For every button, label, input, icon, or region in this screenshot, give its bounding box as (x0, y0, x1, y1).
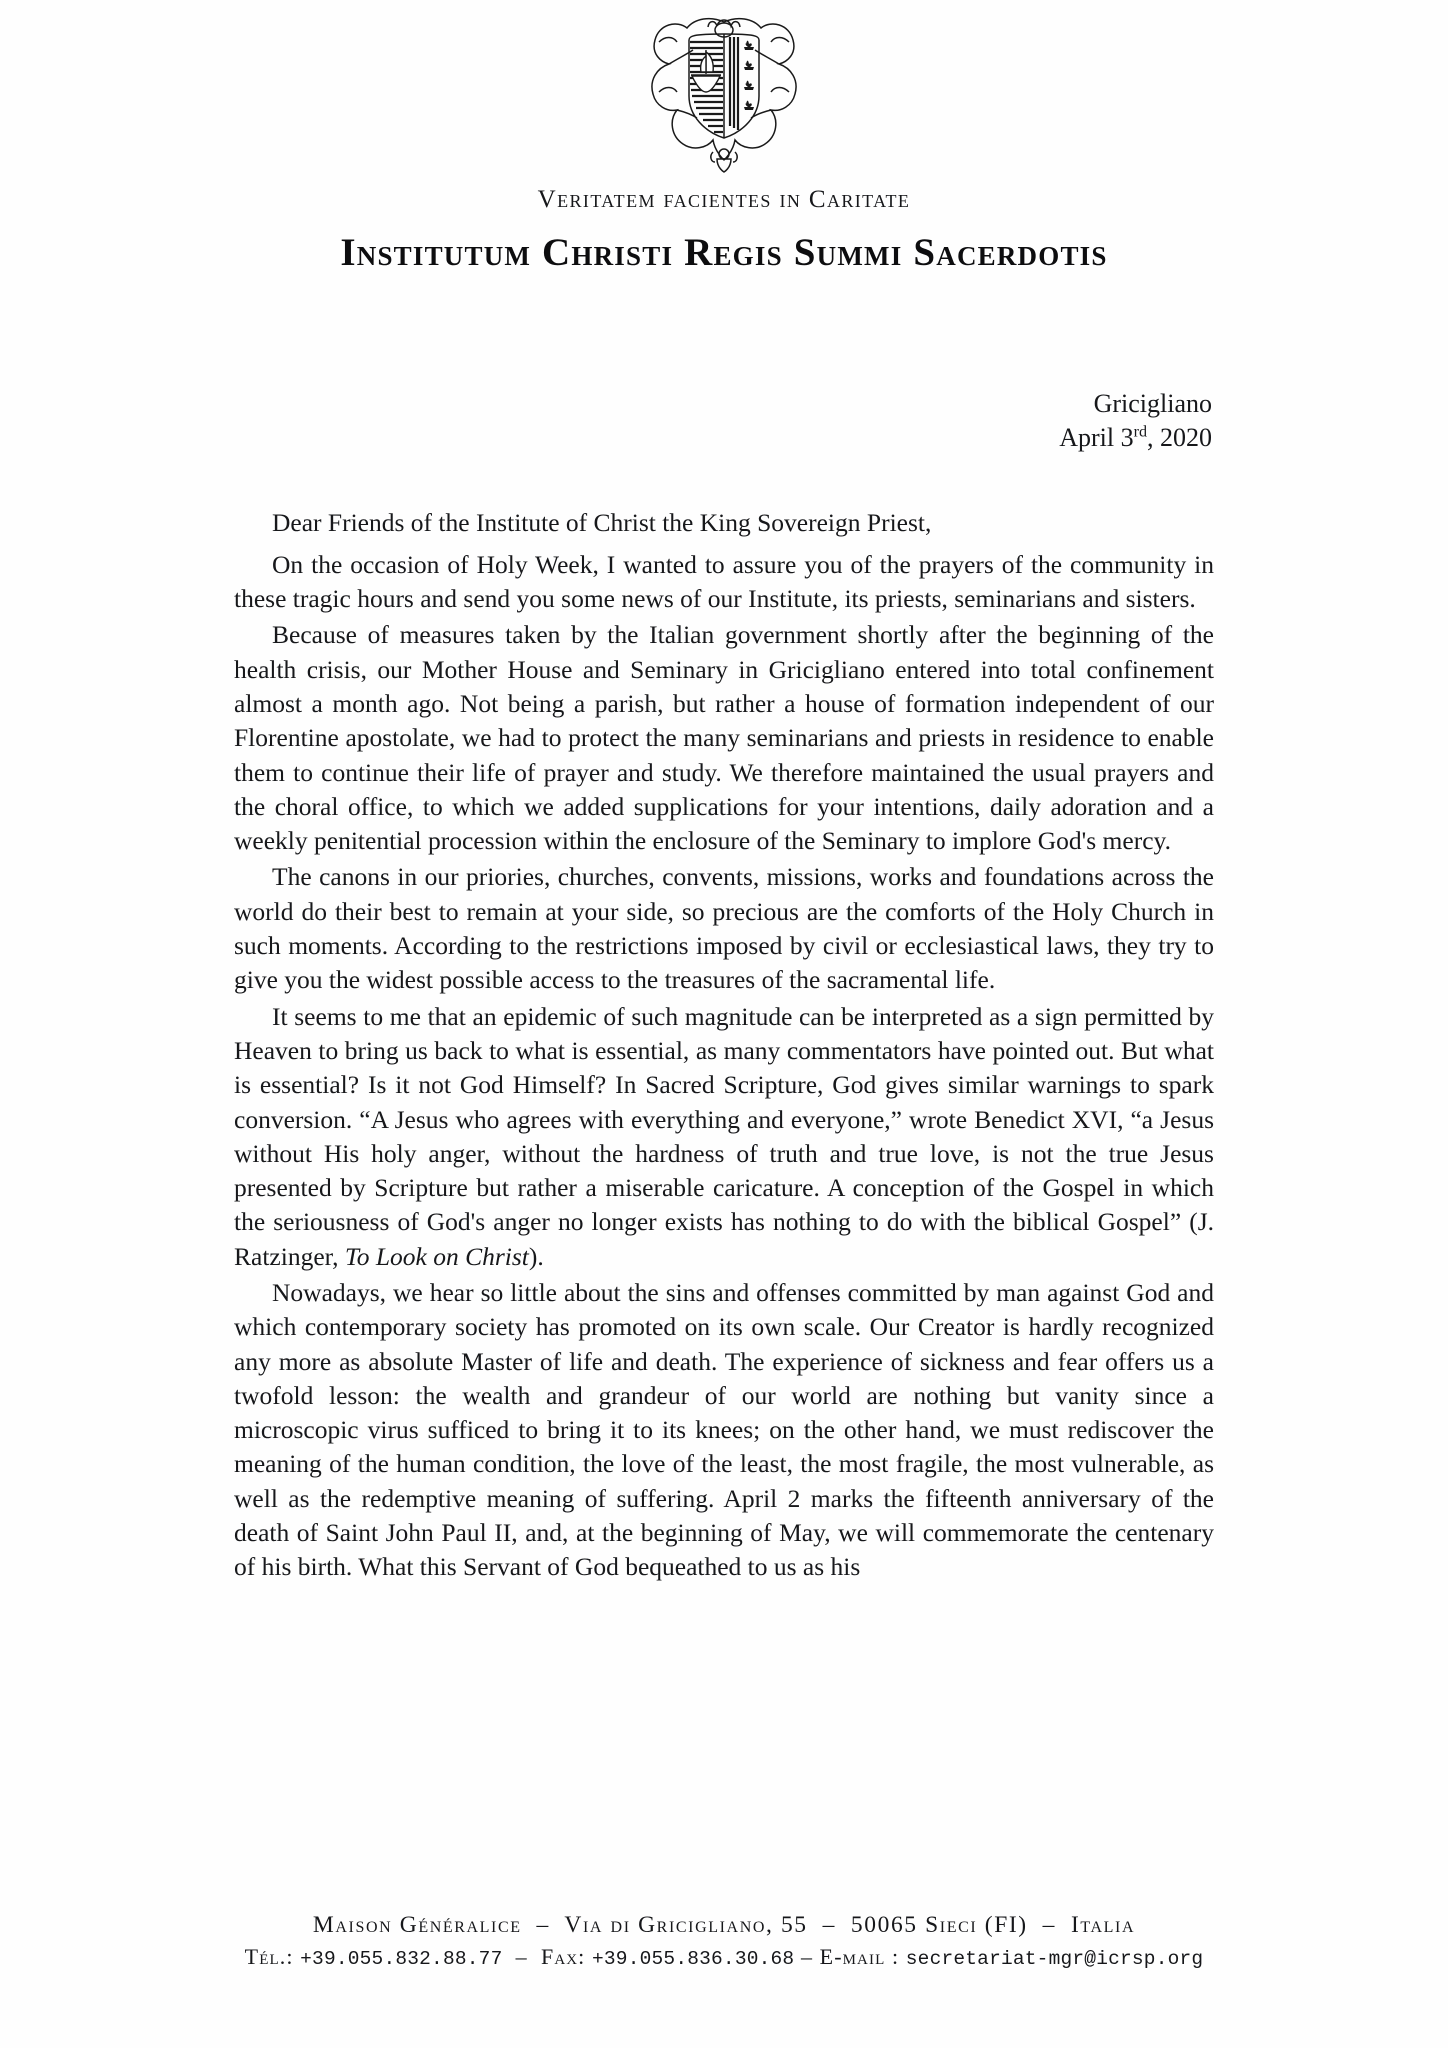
fax-label: Fax: (540, 1944, 592, 1969)
letter-body (234, 456, 1214, 1585)
tel-label: Tél.: (244, 1944, 301, 1969)
letterhead (0, 0, 1448, 275)
paragraph-canons: The canons in our priories, churches, convents, missions, works and foundations across the world do their best to remain at your side, so precious are the comforts of the Holy Church in such moments. According to the restrictions imposed by civil or ecclesiastical laws, they try to give you the widest possible access to the treasures of the sacramental life. (234, 862, 1214, 995)
place-and-date (0, 387, 1448, 456)
footer-contacts (0, 1944, 1448, 1970)
footer-sep-2: – (794, 1944, 820, 1969)
paragraph-nowadays: Nowadays, we hear so little about the sins and offenses committed by man against God and which contemporary society has promoted on its own scale. Our Creator is hardly recognized any more as absolute Master of life and death. The experience of sickness and fear offers us a twofold lesson: the wealth and grandeur of our world are nothing but vanity since a microscopic virus sufficed to bring it to its knees; on the other hand, we must rediscover the meaning of the human condition, the love of the least, the most fragile, the most vulnerable, as well as the redemptive meaning of suffering. April 2 marks the fifteenth anniversary of the death of Saint John Paul II, and, at the beginning of May, we will commemorate the centenary of his birth. What this Servant of God bequeathed to us as his (234, 1278, 1214, 1582)
book-title-italic: To Look on Christ (344, 1241, 529, 1271)
organization-title: Institutum Christi Regis Summi Sacerdotis (340, 231, 1108, 274)
quote-lead-text: It seems to me that an epidemic of such magnitude can be interpreted as a sign permitted by Heaven to bring us back to what is essential, as many commentators have pointed out. But what is essential? Is it not God Himself? In Sacred Scripture, God gives similar warnings to spark conversion. “A Jesus who agrees with everything and everyone,” wrote Benedict XVI, “a Jesus without His holy anger, without the hardness of truth and true love, is not the true Jesus presented by Scripture but rather a miserable caricature. A conception of the Gospel in which the seriousness of God's anger no longer exists has nothing to do with the biblical Gospel” (J. Ratzinger, (234, 1001, 1214, 1271)
coat-of-arms-icon (629, 14, 819, 174)
date-text (0, 421, 1212, 455)
tel-number: +39.055.832.88.77 (300, 1948, 503, 1970)
fax-number: +39.055.836.30.68 (592, 1948, 795, 1970)
date-ordinal: rd (1133, 423, 1147, 441)
email-label: E-mail : (819, 1944, 906, 1969)
email-address: secretariat-mgr@icrsp.org (905, 1948, 1204, 1970)
paragraph-ratzinger-quote (234, 1000, 1214, 1274)
paragraph-confinement: Because of measures taken by the Italian government shortly after the beginning of the health crisis, our Mother House and Seminary in Gricigliano entered into total confinement almost a month ago. Not being a parish, but rather a house of formation independent of our Florentine apostolate, we had to protect the many seminarians and priests in residence to enable them to continue their life of prayer and study. We therefore maintained the usual prayers and the choral office, to which we added supplications for your intentions, daily adoration and a weekly penitential procession within the enclosure of the Seminary to implore God's mercy. (234, 620, 1214, 856)
footer-sep-1: – (502, 1944, 541, 1969)
place-text: Gricigliano (1093, 389, 1212, 418)
date-year: , 2020 (1147, 423, 1212, 453)
footer-address: Maison Généralice – Via di Gricigliano, 55 – 50065 Sieci (FI) – Italia (312, 1912, 1136, 1938)
page-footer (0, 1912, 1448, 1970)
date-month-day: April 3 (1059, 423, 1134, 453)
salutation: Dear Friends of the Institute of Christ the King Sovereign Priest, (272, 507, 932, 537)
motto-text: Veritatem facientes in Caritate (537, 186, 911, 213)
quote-trail-text: ). (528, 1241, 544, 1271)
paragraph-holy-week: On the occasion of Holy Week, I wanted to assure you of the prayers of the community in these tragic hours and send you some news of our Institute, its priests, seminarians and sisters. (234, 549, 1214, 614)
